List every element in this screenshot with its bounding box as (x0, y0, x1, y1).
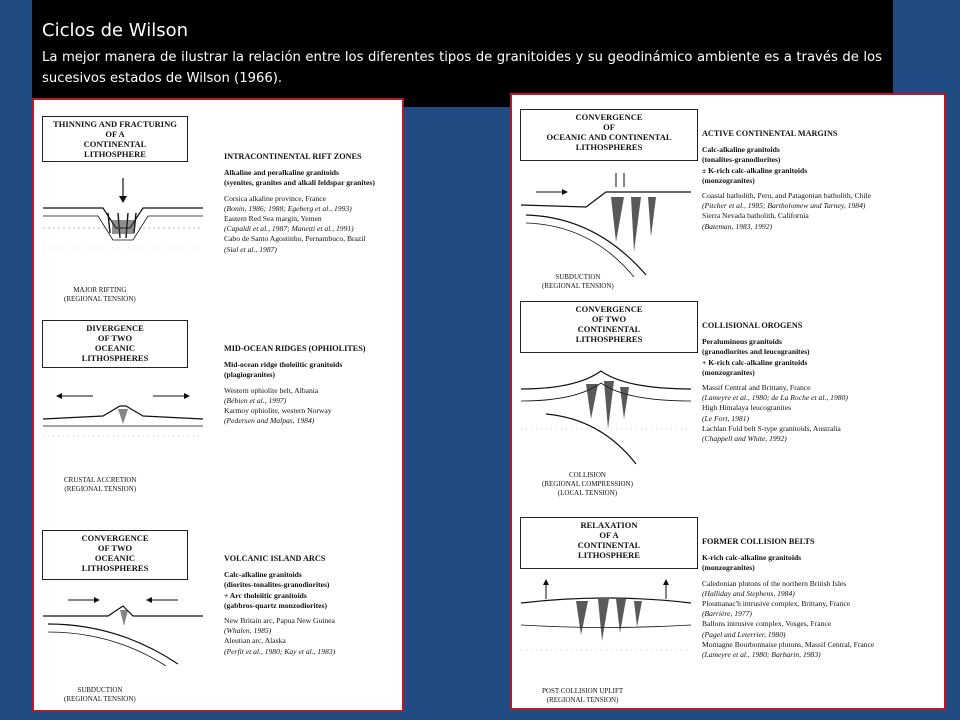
stage-title-line: LITHOSPHERE (84, 149, 146, 159)
granitoid-type: Alkaline and peralkaline granitoids (224, 168, 339, 178)
example-locality: High Himalaya leucogranites (702, 403, 791, 413)
stage-title-box (520, 517, 698, 569)
stage-title-line: THINNING AND FRACTURING (53, 119, 177, 129)
granitoid-type: (monzogranites) (702, 175, 755, 185)
setting-heading: MID-OCEAN RIDGES (OPHIOLITES) (224, 344, 366, 353)
stage-title-line: OF (603, 122, 615, 132)
setting-heading: FORMER COLLISION BELTS (702, 537, 815, 546)
stage-title-line: CONTINENTAL (577, 324, 641, 334)
caption-line: POST COLLISION UPLIFT (542, 687, 624, 695)
stage-caption (64, 286, 136, 304)
granitoid-type: (monzogranites) (702, 367, 755, 377)
example-locality: Aleutian arc, Alaska (224, 636, 286, 646)
caption-line: CRUSTAL ACCRETION (64, 476, 137, 484)
tectonic-stage (34, 116, 402, 306)
stage-title-line: DIVERGENCE (86, 323, 144, 333)
example-reference: (Halliday and Stephens, 1984) (702, 588, 795, 598)
example-locality: Ballons intrusive complex, Vosges, France (702, 619, 832, 629)
example-reference: (Pagel and Leterrier, 1980) (702, 629, 786, 639)
stage-title-box (42, 530, 188, 580)
stage-caption (64, 476, 137, 494)
example-locality: Corsica alkaline province, France (224, 193, 327, 203)
granitoid-type: Mid-ocean ridge tholeiitic granitoids (224, 360, 343, 370)
tectonic-stage (512, 301, 944, 497)
granitoid-type: Peraluminous granitoids (702, 337, 782, 347)
slide-header (32, 0, 893, 107)
stage-title-box (42, 116, 188, 162)
stage-title-line: OF A (599, 530, 619, 540)
granitoid-type: + Arc tholeiitic granitoids (224, 590, 307, 600)
example-reference: (Bonin, 1986; 1988; Egeberg et al., 1993) (224, 203, 352, 213)
setting-heading: ACTIVE CONTINENTAL MARGINS (702, 129, 838, 138)
example-reference: (Pitcher et al., 1985; Bartholomew and Tarney, 1984) (702, 201, 866, 211)
stage-caption (542, 687, 623, 705)
granitoid-type: + K-rich calc-alkaline granitoids (702, 357, 808, 367)
stage-title-line: CONVERGENCE (81, 533, 149, 543)
example-locality: Karmoy ophiolite, western Norway (224, 406, 332, 416)
example-locality: Eastern Red Sea margin, Yemen (224, 214, 322, 224)
granitoid-type: (monzogranites) (702, 563, 755, 573)
granitoid-type: (gabbros-quartz monzodiorites) (224, 600, 328, 610)
caption-line: (REGIONAL TENSION) (64, 295, 136, 303)
caption-line: (REGIONAL COMPRESSION) (542, 480, 633, 488)
stage-caption (542, 471, 633, 498)
stage-description (702, 129, 871, 232)
example-reference: (Bateman, 1983, 1992) (702, 221, 773, 231)
stage-title-box (520, 301, 698, 353)
stage-title-line: CONTINENTAL (577, 540, 641, 550)
example-locality: Massif Central and Brittany, France (702, 383, 811, 393)
example-reference: (Lameyre et al., 1980; de La Roche et al., 1980) (702, 393, 848, 403)
example-locality: New Britain arc, Papua New Guinea (224, 616, 335, 626)
caption-line: MAJOR RIFTING (73, 286, 127, 294)
example-locality: Cabo de Santo Agostinho, Pernambuco, Brazil (224, 234, 366, 244)
tectonic-stage (512, 517, 944, 707)
caption-line: (REGIONAL TENSION) (542, 282, 614, 290)
granitoid-type: (plagiogranites) (224, 370, 276, 380)
granitoid-type: (syenites, granites and alkali feldspar granites) (224, 178, 375, 188)
example-reference: (Whalen, 1985) (224, 626, 272, 636)
example-reference: (Sial et al., 1987) (224, 244, 277, 254)
example-locality: Coastal batholith, Peru, and Patagonian batholith, Chile (702, 191, 871, 201)
tectonic-stage (512, 109, 944, 299)
caption-line: (REGIONAL TENSION) (546, 696, 619, 704)
stage-title-line: OF TWO (97, 333, 133, 343)
example-reference: (Capaldi et al., 1987; Manetti et al., 1991) (224, 224, 354, 234)
example-reference: (Perfit et al., 1980; Kay et al., 1983) (224, 646, 336, 656)
figure-panel-right (510, 93, 946, 710)
granitoid-type: Calc-alkaline granitoids (702, 145, 780, 155)
slide-title: Ciclos de Wilson (42, 20, 189, 41)
granitoid-type: K-rich calc-alkaline granitoids (702, 553, 802, 563)
stage-title-box (520, 109, 698, 161)
granitoid-type: ± K-rich calc-alkaline granitoids (702, 165, 808, 175)
example-locality: Ploumanac'h intrusive complex, Brittany, France (702, 599, 851, 609)
stage-title-line: OCEANIC (94, 343, 136, 353)
tectonic-stage (34, 320, 402, 510)
example-locality: Lachlan Fold belt S-type granitoids, Australia (702, 423, 841, 433)
stage-title-line: LITHOSPHERES (81, 353, 149, 363)
stage-title-line: LITHOSPHERE (578, 550, 640, 560)
caption-line: (REGIONAL TENSION) (64, 695, 136, 703)
example-locality: Western ophiolite belt, Albania (224, 385, 319, 395)
example-reference: (Chappell and White, 1992) (702, 434, 787, 444)
stage-title-line: OF TWO (591, 314, 627, 324)
example-reference: (Bébien et al., 1997) (224, 395, 287, 405)
caption-line: (LOCAL TENSION) (557, 489, 618, 497)
stage-description (224, 554, 335, 657)
stage-description (224, 344, 365, 426)
stage-title-line: RELAXATION (580, 520, 638, 530)
example-locality: Montagne Bourbonnaise plutons, Massif Central, France (702, 639, 875, 649)
figure-panel-left (32, 98, 404, 712)
granitoid-type: (tonalites-granodiorites) (702, 155, 781, 165)
example-locality: Sierra Nevada batholith, California (702, 211, 809, 221)
stage-caption (542, 273, 614, 291)
stage-description (702, 537, 874, 660)
setting-heading: COLLISIONAL OROGENS (702, 321, 803, 330)
tectonic-stage (34, 530, 402, 720)
stage-title-line: LITHOSPHERES (81, 563, 149, 573)
stage-title-line: OCEANIC AND CONTINENTAL (546, 132, 672, 142)
stage-title-box (42, 320, 188, 368)
setting-heading: INTRACONTINENTAL RIFT ZONES (224, 152, 362, 161)
granitoid-type: Calc-alkaline granitoids (224, 570, 302, 580)
example-locality: Caledonian plutons of the northern British Isles (702, 578, 847, 588)
slide-subtitle: La mejor manera de ilustrar la relación entre los diferentes tipos de granitoides y su geodinámico ambiente es a través de los sucesivos estados de Wilson (1966). (42, 50, 882, 86)
example-reference: (Pedersen and Malpas, 1984) (224, 416, 315, 426)
stage-title-line: OCEANIC (94, 553, 136, 563)
stage-description (702, 321, 848, 444)
stage-title-line: CONVERGENCE (575, 304, 643, 314)
stage-description (224, 152, 375, 255)
stage-title-line: LITHOSPHERES (575, 334, 643, 344)
stage-caption (64, 686, 136, 704)
caption-line: SUBDUCTION (555, 273, 601, 281)
caption-line: SUBDUCTION (77, 686, 123, 694)
stage-title-line: OF A (105, 129, 125, 139)
setting-heading: VOLCANIC ISLAND ARCS (224, 554, 326, 563)
stage-title-line: CONVERGENCE (575, 112, 643, 122)
example-reference: (Lameyre et al., 1980; Barbarin, 1983) (702, 650, 821, 660)
example-reference: (Le Fort, 1981) (702, 413, 750, 423)
stage-title-line: LITHOSPHERES (575, 142, 643, 152)
caption-line: COLLISION (569, 471, 606, 479)
granitoid-type: (granodiorites and leucogranites) (702, 347, 810, 357)
stage-title-line: CONTINENTAL (83, 139, 147, 149)
stage-title-line: OF TWO (97, 543, 133, 553)
granitoid-type: (diorites-tonalites-granodiorites) (224, 580, 330, 590)
example-reference: (Barrière, 1977) (702, 609, 752, 619)
caption-line: (REGIONAL TENSION) (64, 485, 137, 493)
